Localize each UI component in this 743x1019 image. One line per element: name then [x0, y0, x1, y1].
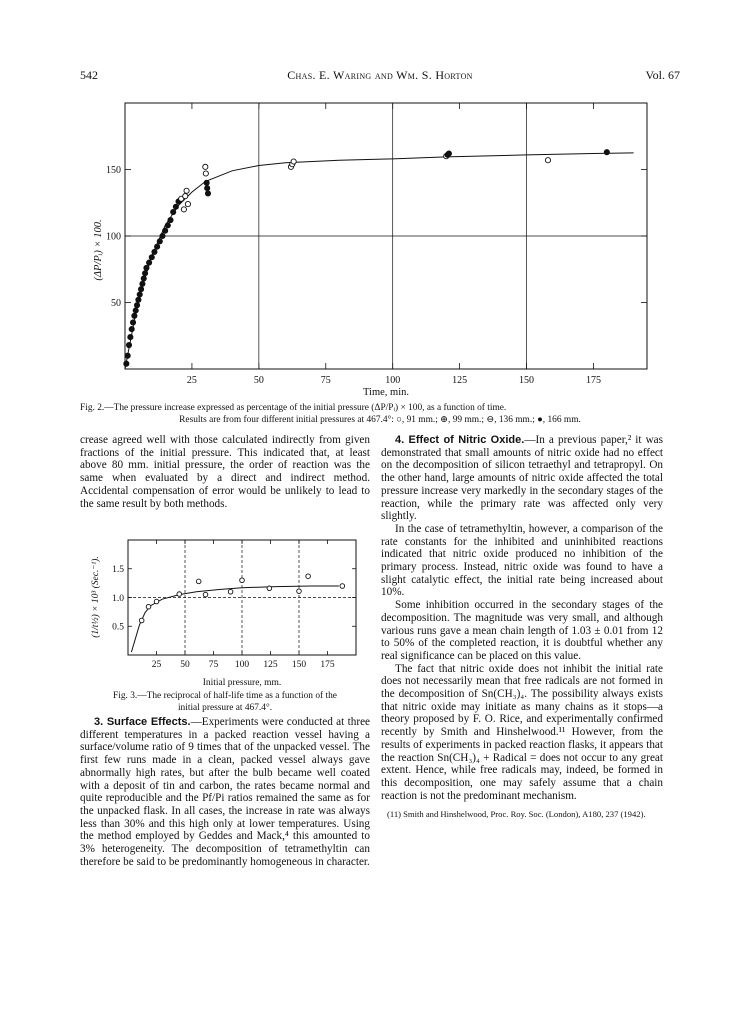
- right-col-paragraph-3: Some inhibition occurred in the secondary stages of the decomposition. The magnitude was very small, and although various runs gave a mean chain length of 1.03 ± 0.01 from 12 to 50% of the completed reaction, it is doubtful whether any real significance can be placed on this value.: [381, 599, 663, 662]
- fig2-data-point: [205, 186, 210, 191]
- fig2-data-point: [545, 158, 550, 163]
- fig3-data-point: [267, 586, 272, 591]
- fig3-caption-line2: initial pressure at 467.4°.: [177, 703, 273, 713]
- fig2-x-tick-label: 25: [186, 375, 197, 386]
- fig2-fitted-curve: [125, 153, 634, 369]
- fig2-data-point: [173, 204, 178, 209]
- fig3-data-point: [306, 574, 311, 579]
- fig2-data-point: [142, 271, 147, 276]
- fig2-data-point: [129, 327, 134, 332]
- fig3-caption-line1: Fig. 3.—The reciprocal of half-life time as a function of the: [113, 691, 337, 701]
- fig3-x-axis-label: Initial pressure, mm.: [202, 678, 282, 688]
- fig3-data-point: [177, 592, 182, 597]
- fig3-y-axis-label: (1/t½) × 10³ (Sec.⁻¹).: [91, 556, 101, 638]
- fig2-data-point: [126, 342, 131, 347]
- fig2-data-point: [146, 260, 151, 265]
- fig2-data-point: [446, 151, 451, 156]
- footnote-11: (11) Smith and Hinshelwood, Proc. Roy. Soc. (London), A180, 237 (1942).: [387, 809, 646, 820]
- section-4-text: —In a previous paper,² it was demonstrated that small amounts of nitric oxide had no effect on the decomposition of silicon tetraethyl and tetrapropyl. On the other hand, large amounts of nitric oxide affected the total pressure increase very markedly in the secondary stages of the reaction, while the primary rate was affected only very slightly.: [381, 434, 663, 523]
- fig2-data-point: [155, 244, 160, 249]
- fig2-caption-line1: Fig. 2.—The pressure increase expressed as percentage of the initial pressure (ΔP/Pᵢ) × 100, as a function of time.: [80, 403, 507, 413]
- fig2-caption-line2: Results are from four different initial pressures at 467.4°: ○, 91 mm.; ⊕, 99 mm.; ⊖, 136 mm.; ●, 166 mm.: [179, 415, 581, 425]
- left-column-top: [80, 434, 370, 510]
- fig2-data-point: [205, 191, 210, 196]
- fig3-caption: [80, 690, 370, 714]
- fig2-x-axis-label: Time, min.: [363, 387, 409, 398]
- fig3-data-point: [240, 578, 245, 583]
- fig2-data-point: [132, 313, 137, 318]
- section-4-paragraph: [381, 434, 663, 523]
- fig2-data-point: [184, 188, 189, 193]
- fig3-x-tick-label: 175: [320, 660, 335, 670]
- fig2-data-point: [128, 334, 133, 339]
- fig3-y-tick-label: 0.5: [112, 622, 124, 633]
- fig2-data-point: [604, 150, 609, 155]
- fig2-data-point: [171, 209, 176, 214]
- fig3-data-point: [196, 579, 201, 584]
- fig2-data-point: [203, 164, 208, 169]
- fig2-data-point: [157, 239, 162, 244]
- fig2-x-tick-label: 125: [452, 375, 468, 386]
- section-3-heading: 3. Surface Effects.: [94, 716, 191, 728]
- fig2-y-tick-label: 150: [106, 165, 121, 176]
- fig2-data-point: [134, 303, 139, 308]
- fig2-data-point: [144, 265, 149, 270]
- fig2-data-point: [168, 217, 173, 222]
- fig2-data-point: [136, 297, 141, 302]
- fig2-data-point: [152, 249, 157, 254]
- fig2-data-point: [137, 292, 142, 297]
- running-head-authors: Chas. E. Waring and Wm. S. Horton: [287, 68, 473, 82]
- fig2-x-tick-label: 150: [519, 375, 535, 386]
- fig2-x-tick-label: 50: [253, 375, 264, 386]
- fig3-data-point: [139, 618, 144, 623]
- fig3-x-tick-label: 50: [180, 660, 190, 670]
- fig2-x-tick-label: 100: [385, 375, 401, 386]
- figure-2-chart: [0, 0, 743, 400]
- fig2-data-point: [185, 201, 190, 206]
- right-col-paragraph-4: The fact that nitric oxide does not inhibit the initial rate does not necessarily mean that free radicals are not formed in the decomposition of Sn(CH₃)₄. The possibility always exists that nitric oxide may initiate as many chains as it stops—a theory proposed by F. O. Rice, and experimentally confirmed recently by Smith and Hinshelwood.¹¹ However, from the results of experiments in packed reaction flasks, it appears that the reaction Sn(CH₃)₄ + Radical = does not occur to any great extent. Hence, while free radicals may, indeed, be formed in this decomposition, one may safely assume that a chain reaction is not the predominant mechanism.: [381, 662, 663, 802]
- fig3-data-point: [228, 589, 233, 594]
- section-3-paragraph: [80, 716, 370, 868]
- page-number: 542: [80, 68, 98, 82]
- left-column-bottom: [80, 716, 370, 868]
- fig2-y-tick-label: 50: [111, 298, 121, 309]
- fig2-data-point: [124, 361, 129, 366]
- fig3-x-tick-label: 75: [208, 660, 219, 670]
- fig2-data-point: [140, 281, 145, 286]
- fig2-data-point: [138, 287, 143, 292]
- fig2-data-point: [160, 233, 165, 238]
- fig2-data-point: [133, 308, 138, 313]
- fig2-data-point: [125, 353, 130, 358]
- fig2-data-point: [130, 320, 135, 325]
- fig2-y-tick-label: 100: [106, 231, 121, 243]
- fig2-x-tick-label: 75: [320, 375, 331, 386]
- left-col-paragraph-1: crease agreed well with those calculated indirectly from given fractions of the initial pressure. This indicated that, at least above 80 mm. initial pressure, the order of reaction was the same when evaluated by a direct and indirect method. Accidental compensation of error would be unlikely to lead to the same result by both methods.: [80, 434, 370, 510]
- fig3-y-tick-label: 1.5: [112, 565, 124, 576]
- fig3-fitted-curve: [131, 586, 339, 652]
- right-column: [381, 434, 663, 820]
- fig2-data-point: [165, 223, 170, 228]
- volume-label: Vol. 67: [645, 68, 680, 82]
- fig2-data-point: [181, 207, 186, 212]
- fig3-x-tick-label: 100: [234, 660, 250, 670]
- fig3-x-tick-label: 125: [263, 660, 278, 670]
- fig2-caption: [80, 402, 680, 426]
- fig2-data-point: [149, 255, 154, 260]
- fig3-x-tick-label: 150: [291, 660, 307, 670]
- fig3-x-tick-label: 25: [151, 660, 162, 670]
- fig3-data-point: [297, 589, 302, 594]
- fig2-y-axis-label: (ΔP/Pᵢ) × 100.: [93, 219, 104, 281]
- fig2-data-point: [163, 228, 168, 233]
- fig3-data-point: [203, 592, 208, 597]
- section-3-text: —Experiments were conducted at three different temperatures in a packed reaction vessel having a surface/volume ratio of 9 times that of the unpacked vessel. The first few runs made in a clean, packed vessel always gave abnormally high rates, but after the bulb became well coated with a deposit of tin and carbon, the rates became normal and quite reproducible and the Pf/Pi ratios remained the same as for the unpacked flask. In all cases, the increase in rate was always less than 30% and this high only at lower temperatures. Using the method employed by Geddes and Mack,⁴ this amounted to 3% heterogeneity. The decomposition of tetramethyltin can therefore be said to be predominantly homogeneous in character.: [80, 716, 370, 868]
- fig3-y-tick-label: 1.0: [112, 593, 124, 604]
- fig2-data-point: [203, 171, 208, 176]
- fig2-data-point: [183, 194, 188, 199]
- fig2-data-point: [204, 180, 209, 185]
- fig2-data-point: [291, 159, 296, 164]
- fig3-data-point: [154, 599, 159, 604]
- fig2-x-tick-label: 175: [585, 375, 601, 386]
- fig2-data-point: [141, 276, 146, 281]
- right-col-paragraph-2: In the case of tetramethyltin, however, a comparison of the rate constants for the inhibited and uninhibited reactions indicated that nitric oxide produced no inhibition of the primary process. Instead, nitric oxide was found to have a slight catalytic effect, the initial rate being increased about 10%.: [381, 522, 663, 599]
- fig3-data-point: [146, 604, 151, 609]
- fig3-data-point: [340, 584, 345, 589]
- section-4-heading: 4. Effect of Nitric Oxide.: [395, 434, 525, 446]
- figure-3-chart: [80, 535, 380, 705]
